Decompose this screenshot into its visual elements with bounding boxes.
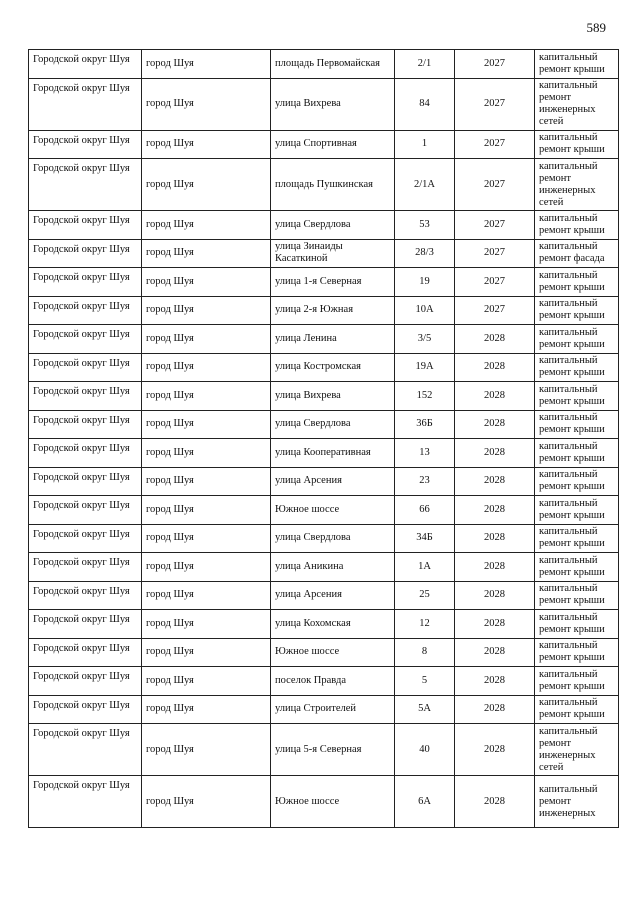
year-cell: 2028	[455, 496, 535, 525]
table-row	[29, 78, 619, 130]
house-number-cell: 1А	[395, 553, 455, 582]
street-cell: площадь Первомайская	[271, 50, 395, 79]
work-type-cell: капитальный ремонт крыши	[535, 581, 619, 610]
street-cell: улица 5-я Северная	[271, 724, 395, 776]
table-row	[29, 353, 619, 382]
year-cell: 2027	[455, 296, 535, 325]
year-cell: 2027	[455, 130, 535, 159]
house-number-cell: 66	[395, 496, 455, 525]
okrug-cell: Городской округ Шуя	[29, 239, 142, 268]
house-number-cell: 23	[395, 467, 455, 496]
city-cell: город Шуя	[142, 695, 271, 724]
okrug-cell: Городской округ Шуя	[29, 724, 142, 776]
table-row	[29, 667, 619, 696]
table-row	[29, 239, 619, 268]
okrug-cell: Городской округ Шуя	[29, 695, 142, 724]
work-type-cell: капитальный ремонт крыши	[535, 50, 619, 79]
city-cell: город Шуя	[142, 467, 271, 496]
house-number-cell: 19А	[395, 353, 455, 382]
table-row	[29, 695, 619, 724]
city-cell: город Шуя	[142, 50, 271, 79]
year-cell: 2027	[455, 211, 535, 240]
table-row	[29, 50, 619, 79]
city-cell: город Шуя	[142, 296, 271, 325]
work-type-cell: капитальный ремонт крыши	[535, 524, 619, 553]
house-number-cell: 3/5	[395, 325, 455, 354]
street-cell: Южное шоссе	[271, 776, 395, 828]
house-number-cell: 10А	[395, 296, 455, 325]
street-cell: улица Арсения	[271, 581, 395, 610]
year-cell: 2027	[455, 50, 535, 79]
okrug-cell: Городской округ Шуя	[29, 268, 142, 297]
work-type-cell: капитальный ремонт инженерных сетей	[535, 724, 619, 776]
work-type-cell: капитальный ремонт крыши	[535, 638, 619, 667]
house-number-cell: 5А	[395, 695, 455, 724]
table-row	[29, 553, 619, 582]
city-cell: город Шуя	[142, 610, 271, 639]
house-number-cell: 84	[395, 78, 455, 130]
house-number-cell: 28/3	[395, 239, 455, 268]
year-cell: 2027	[455, 239, 535, 268]
house-number-cell: 2/1	[395, 50, 455, 79]
table-row	[29, 159, 619, 211]
year-cell: 2028	[455, 439, 535, 468]
okrug-cell: Городской округ Шуя	[29, 667, 142, 696]
table-row	[29, 268, 619, 297]
table-row	[29, 467, 619, 496]
city-cell: город Шуя	[142, 439, 271, 468]
house-number-cell: 34Б	[395, 524, 455, 553]
year-cell: 2028	[455, 325, 535, 354]
table-row	[29, 130, 619, 159]
city-cell: город Шуя	[142, 667, 271, 696]
house-number-cell: 5	[395, 667, 455, 696]
street-cell: улица Спортивная	[271, 130, 395, 159]
okrug-cell: Городской округ Шуя	[29, 78, 142, 130]
year-cell: 2028	[455, 581, 535, 610]
okrug-cell: Городской округ Шуя	[29, 439, 142, 468]
okrug-cell: Городской округ Шуя	[29, 50, 142, 79]
street-cell: улица Кооперативная	[271, 439, 395, 468]
year-cell: 2028	[455, 382, 535, 411]
house-number-cell: 1	[395, 130, 455, 159]
okrug-cell: Городской округ Шуя	[29, 159, 142, 211]
okrug-cell: Городской округ Шуя	[29, 130, 142, 159]
street-cell: поселок Правда	[271, 667, 395, 696]
repair-schedule-table	[28, 49, 619, 828]
table-row	[29, 610, 619, 639]
city-cell: город Шуя	[142, 159, 271, 211]
okrug-cell: Городской округ Шуя	[29, 776, 142, 828]
city-cell: город Шуя	[142, 353, 271, 382]
work-type-cell: капитальный ремонт крыши	[535, 296, 619, 325]
work-type-cell: капитальный ремонт инженерных сетей	[535, 159, 619, 211]
year-cell: 2028	[455, 667, 535, 696]
work-type-cell: капитальный ремонт крыши	[535, 130, 619, 159]
work-type-cell: капитальный ремонт фасада	[535, 239, 619, 268]
house-number-cell: 19	[395, 268, 455, 297]
year-cell: 2028	[455, 553, 535, 582]
city-cell: город Шуя	[142, 581, 271, 610]
year-cell: 2028	[455, 724, 535, 776]
okrug-cell: Городской округ Шуя	[29, 524, 142, 553]
city-cell: город Шуя	[142, 724, 271, 776]
work-type-cell: капитальный ремонт крыши	[535, 553, 619, 582]
work-type-cell: капитальный ремонт крыши	[535, 667, 619, 696]
house-number-cell: 53	[395, 211, 455, 240]
work-type-cell: капитальный ремонт крыши	[535, 211, 619, 240]
year-cell: 2028	[455, 524, 535, 553]
street-cell: улица Свердлова	[271, 524, 395, 553]
city-cell: город Шуя	[142, 410, 271, 439]
okrug-cell: Городской округ Шуя	[29, 610, 142, 639]
house-number-cell: 2/1А	[395, 159, 455, 211]
year-cell: 2027	[455, 268, 535, 297]
year-cell: 2027	[455, 78, 535, 130]
house-number-cell: 25	[395, 581, 455, 610]
year-cell: 2027	[455, 159, 535, 211]
okrug-cell: Городской округ Шуя	[29, 467, 142, 496]
work-type-cell: капитальный ремонт крыши	[535, 439, 619, 468]
okrug-cell: Городской округ Шуя	[29, 410, 142, 439]
year-cell: 2028	[455, 776, 535, 828]
table-row	[29, 410, 619, 439]
street-cell: улица Строителей	[271, 695, 395, 724]
work-type-cell: капитальный ремонт инженерных сетей	[535, 78, 619, 130]
table-row	[29, 638, 619, 667]
year-cell: 2028	[455, 467, 535, 496]
okrug-cell: Городской округ Шуя	[29, 382, 142, 411]
street-cell: улица Вихрева	[271, 78, 395, 130]
year-cell: 2028	[455, 610, 535, 639]
city-cell: город Шуя	[142, 553, 271, 582]
okrug-cell: Городской округ Шуя	[29, 211, 142, 240]
house-number-cell: 36Б	[395, 410, 455, 439]
okrug-cell: Городской округ Шуя	[29, 353, 142, 382]
work-type-cell: капитальный ремонт крыши	[535, 467, 619, 496]
street-cell: улица Свердлова	[271, 410, 395, 439]
table-row	[29, 211, 619, 240]
okrug-cell: Городской округ Шуя	[29, 325, 142, 354]
table-row	[29, 296, 619, 325]
work-type-cell: капитальный ремонт крыши	[535, 496, 619, 525]
city-cell: город Шуя	[142, 211, 271, 240]
year-cell: 2028	[455, 353, 535, 382]
table-row	[29, 382, 619, 411]
house-number-cell: 152	[395, 382, 455, 411]
city-cell: город Шуя	[142, 776, 271, 828]
city-cell: город Шуя	[142, 638, 271, 667]
house-number-cell: 12	[395, 610, 455, 639]
work-type-cell: капитальный ремонт крыши	[535, 410, 619, 439]
street-cell: улица Кохомская	[271, 610, 395, 639]
street-cell: улица 1-я Северная	[271, 268, 395, 297]
city-cell: город Шуя	[142, 524, 271, 553]
house-number-cell: 8	[395, 638, 455, 667]
okrug-cell: Городской округ Шуя	[29, 553, 142, 582]
okrug-cell: Городской округ Шуя	[29, 638, 142, 667]
city-cell: город Шуя	[142, 325, 271, 354]
street-cell: улица Аникина	[271, 553, 395, 582]
work-type-cell: капитальный ремонт крыши	[535, 610, 619, 639]
year-cell: 2028	[455, 695, 535, 724]
work-type-cell: капитальный ремонт крыши	[535, 382, 619, 411]
table-row	[29, 496, 619, 525]
okrug-cell: Городской округ Шуя	[29, 496, 142, 525]
table-row	[29, 776, 619, 828]
city-cell: город Шуя	[142, 268, 271, 297]
city-cell: город Шуя	[142, 130, 271, 159]
house-number-cell: 6А	[395, 776, 455, 828]
work-type-cell: капитальный ремонт крыши	[535, 695, 619, 724]
city-cell: город Шуя	[142, 382, 271, 411]
okrug-cell: Городской округ Шуя	[29, 581, 142, 610]
street-cell: Южное шоссе	[271, 496, 395, 525]
table-row	[29, 524, 619, 553]
page-number: 589	[586, 20, 606, 35]
city-cell: город Шуя	[142, 239, 271, 268]
okrug-cell: Городской округ Шуя	[29, 296, 142, 325]
work-type-cell: капитальный ремонт инженерных	[535, 776, 619, 828]
street-cell: площадь Пушкинская	[271, 159, 395, 211]
house-number-cell: 40	[395, 724, 455, 776]
city-cell: город Шуя	[142, 78, 271, 130]
street-cell: Южное шоссе	[271, 638, 395, 667]
street-cell: улица Вихрева	[271, 382, 395, 411]
work-type-cell: капитальный ремонт крыши	[535, 325, 619, 354]
table-row	[29, 439, 619, 468]
table-row	[29, 325, 619, 354]
street-cell: улица Костромская	[271, 353, 395, 382]
year-cell: 2028	[455, 410, 535, 439]
house-number-cell: 13	[395, 439, 455, 468]
table-body	[29, 50, 619, 828]
street-cell: улица Свердлова	[271, 211, 395, 240]
street-cell: улица Зинаиды Касаткиной	[271, 239, 395, 268]
street-cell: улица 2-я Южная	[271, 296, 395, 325]
work-type-cell: капитальный ремонт крыши	[535, 268, 619, 297]
year-cell: 2028	[455, 638, 535, 667]
table-row	[29, 581, 619, 610]
work-type-cell: капитальный ремонт крыши	[535, 353, 619, 382]
street-cell: улица Арсения	[271, 467, 395, 496]
city-cell: город Шуя	[142, 496, 271, 525]
street-cell: улица Ленина	[271, 325, 395, 354]
table-row	[29, 724, 619, 776]
